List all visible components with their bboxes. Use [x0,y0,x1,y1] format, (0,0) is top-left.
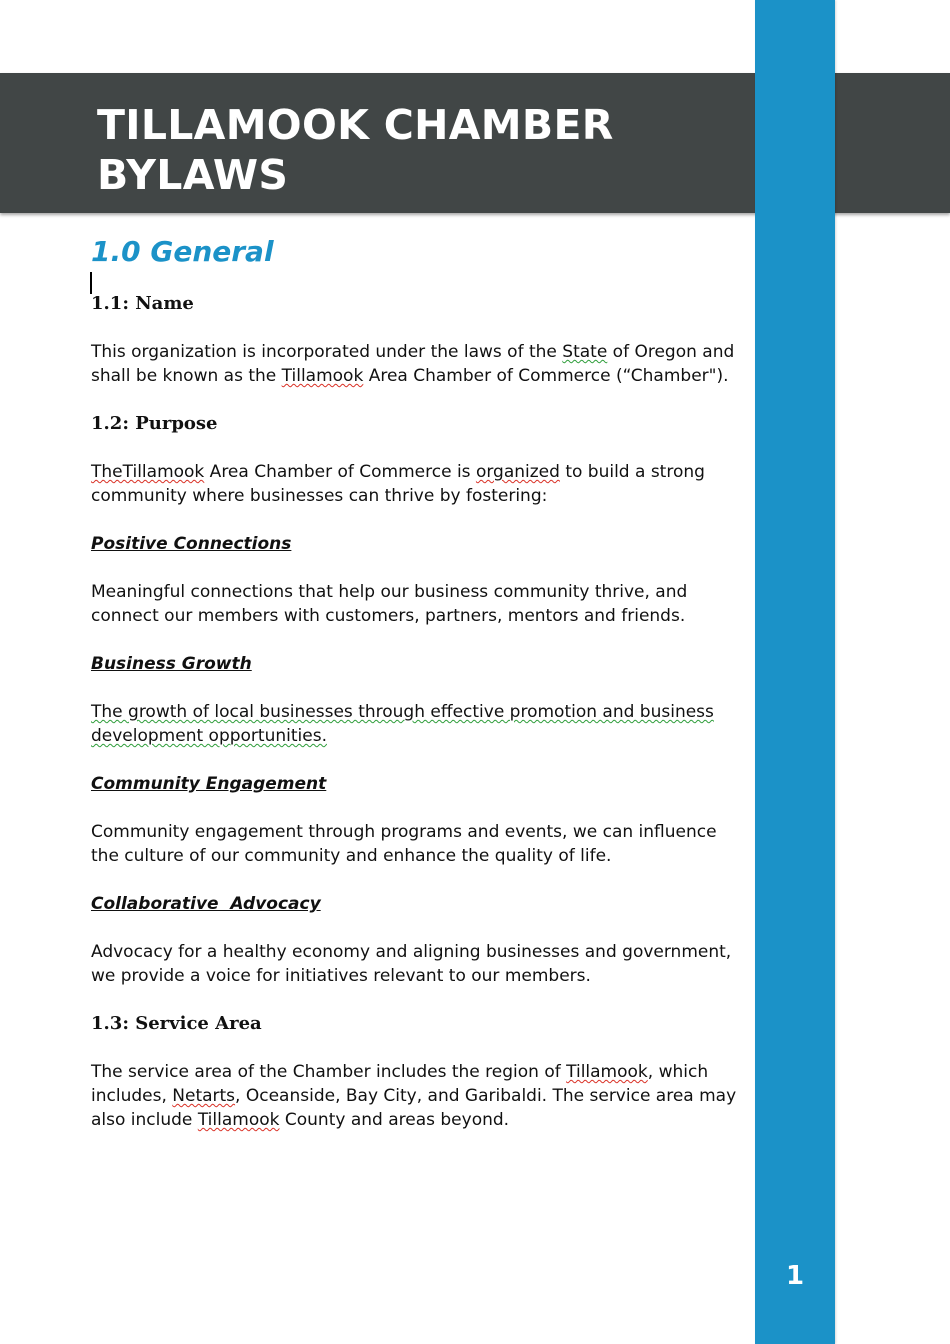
pillar-title-business-growth: Business Growth [91,654,252,674]
paragraph-purpose: TheTillamook Area Chamber of Commerce is organized to build a strong community where businesses can thrive by fostering: [91,462,705,506]
section-heading-general: 1.0 General [91,235,274,268]
subheading-service-area: 1.3: Service Area [91,1013,262,1034]
side-accent-bar [755,0,835,1344]
page-number: 1 [785,1261,805,1291]
pillar-text-positive-connections: Meaningful connections that help our business community thrive, and connect our members with customers, partners, mentors and friends. [91,582,688,626]
pillar-title-collaborative-advocacy: Collaborative Advocacy [91,894,321,914]
spelling-flag-tillamook-3[interactable]: Tillamook [197,1110,280,1130]
title-line-1: TILLAMOOK CHAMBER [97,101,614,149]
document-title [97,100,737,200]
pillar-text-business-growth [91,700,746,748]
paragraph-service-area: The service area of the Chamber includes the region of Tillamook, which includes, Netarts, Oceanside, Bay City, and Garibaldi. The service area may also include Tillamook County and areas beyond. [91,1062,737,1130]
spelling-flag-netarts[interactable]: Netarts [172,1086,236,1106]
title-line-2: BYLAWS [97,151,289,199]
grammar-flag-state[interactable]: State [562,342,608,362]
subheading-purpose: 1.2: Purpose [91,413,218,434]
pillar-title-community-engagement: Community Engagement [91,774,327,794]
spelling-flag-organized[interactable]: organized [475,462,560,482]
grammar-flag-business-growth[interactable]: The growth of local businesses through effective promotion and business development opportunities. [91,702,714,746]
pillar-text-collaborative-advocacy: Advocacy for a healthy economy and aligning businesses and government, we provide a voice for initiatives relevant to our members. [91,942,732,986]
pillar-text-community-engagement: Community engagement through programs and events, we can influence the culture of our community and enhance the quality of life. [91,822,717,866]
text-cursor [90,272,92,294]
pillar-title-positive-connections: Positive Connections [91,534,292,554]
paragraph-name: This organization is incorporated under the laws of the State of Oregon and shall be known as the Tillamook Area Chamber of Commerce (“Chamber"). [91,342,735,386]
subheading-name: 1.1: Name [91,293,194,314]
document-body[interactable] [91,292,746,1132]
spelling-flag-tillamook[interactable]: Tillamook [281,366,364,386]
spelling-flag-thetillamook[interactable]: TheTillamook [91,462,205,482]
spelling-flag-tillamook-2[interactable]: Tillamook [566,1062,648,1082]
